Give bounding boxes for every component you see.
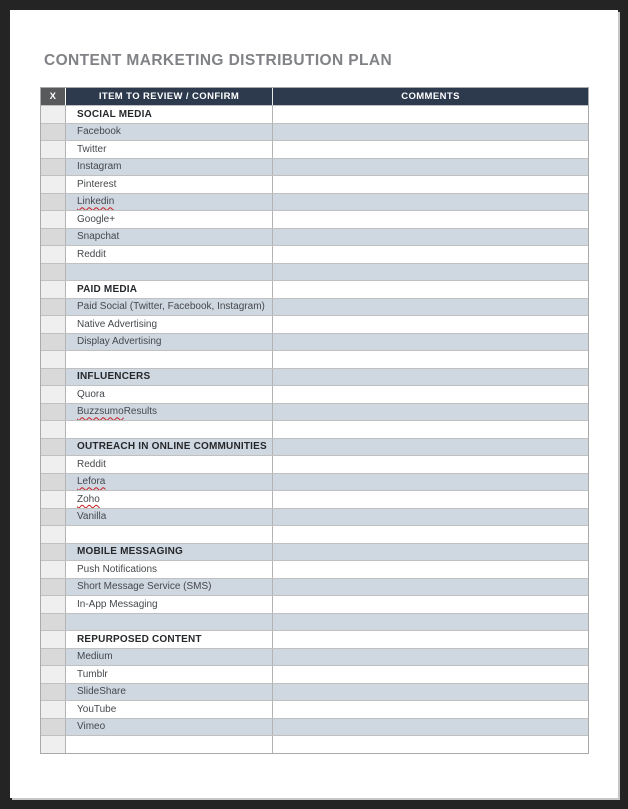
item-cell: Snapchat bbox=[66, 229, 273, 246]
table-row bbox=[41, 350, 588, 368]
checkbox-cell[interactable] bbox=[41, 246, 66, 263]
comment-cell[interactable] bbox=[273, 106, 588, 123]
item-cell: Vimeo bbox=[66, 719, 273, 736]
checkbox-cell[interactable] bbox=[41, 456, 66, 473]
item-cell: INFLUENCERS bbox=[66, 369, 273, 386]
comment-cell[interactable] bbox=[273, 351, 588, 368]
column-header-x: X bbox=[41, 88, 66, 105]
checkbox-cell[interactable] bbox=[41, 211, 66, 228]
table-row bbox=[41, 508, 588, 526]
comment-cell[interactable] bbox=[273, 666, 588, 683]
item-cell: Reddit bbox=[66, 246, 273, 263]
item-cell: Medium bbox=[66, 649, 273, 666]
checkbox-cell[interactable] bbox=[41, 736, 66, 753]
checkbox-cell[interactable] bbox=[41, 351, 66, 368]
table-row bbox=[41, 175, 588, 193]
comment-cell[interactable] bbox=[273, 281, 588, 298]
checkbox-cell[interactable] bbox=[41, 264, 66, 281]
item-cell bbox=[66, 264, 273, 281]
table-row bbox=[41, 280, 588, 298]
comment-cell[interactable] bbox=[273, 316, 588, 333]
comment-cell[interactable] bbox=[273, 491, 588, 508]
table-row bbox=[41, 613, 588, 631]
item-cell: Google+ bbox=[66, 211, 273, 228]
checkbox-cell[interactable] bbox=[41, 229, 66, 246]
table-row bbox=[41, 140, 588, 158]
checkbox-cell[interactable] bbox=[41, 404, 66, 421]
table-row bbox=[41, 245, 588, 263]
table-row bbox=[41, 403, 588, 421]
table-row bbox=[41, 368, 588, 386]
checkbox-cell[interactable] bbox=[41, 631, 66, 648]
comment-cell[interactable] bbox=[273, 421, 588, 438]
comment-cell[interactable] bbox=[273, 456, 588, 473]
item-cell bbox=[66, 351, 273, 368]
table-row bbox=[41, 210, 588, 228]
column-header-item: ITEM TO REVIEW / CONFIRM bbox=[66, 88, 273, 105]
comment-cell[interactable] bbox=[273, 579, 588, 596]
checkbox-cell[interactable] bbox=[41, 544, 66, 561]
item-cell: REPURPOSED CONTENT bbox=[66, 631, 273, 648]
table-row bbox=[41, 665, 588, 683]
item-cell: Pinterest bbox=[66, 176, 273, 193]
page-title: CONTENT MARKETING DISTRIBUTION PLAN bbox=[44, 52, 393, 69]
table-row bbox=[41, 193, 588, 211]
checkbox-cell[interactable] bbox=[41, 614, 66, 631]
comment-cell[interactable] bbox=[273, 561, 588, 578]
misspelled-word: Lefora bbox=[77, 476, 106, 488]
table-row bbox=[41, 490, 588, 508]
checkbox-cell[interactable] bbox=[41, 526, 66, 543]
table-row bbox=[41, 298, 588, 316]
item-cell: Display Advertising bbox=[66, 334, 273, 351]
checkbox-cell[interactable] bbox=[41, 579, 66, 596]
item-cell: Quora bbox=[66, 386, 273, 403]
table-row bbox=[41, 578, 588, 596]
comment-cell[interactable] bbox=[273, 229, 588, 246]
comment-cell[interactable] bbox=[273, 211, 588, 228]
comment-cell[interactable] bbox=[273, 194, 588, 211]
comment-cell[interactable] bbox=[273, 596, 588, 613]
comment-cell[interactable] bbox=[273, 701, 588, 718]
item-cell: Short Message Service (SMS) bbox=[66, 579, 273, 596]
comment-cell[interactable] bbox=[273, 684, 588, 701]
checkbox-cell[interactable] bbox=[41, 701, 66, 718]
checkbox-cell[interactable] bbox=[41, 316, 66, 333]
checkbox-cell[interactable] bbox=[41, 299, 66, 316]
checkbox-cell[interactable] bbox=[41, 491, 66, 508]
comment-cell[interactable] bbox=[273, 544, 588, 561]
comment-cell[interactable] bbox=[273, 386, 588, 403]
item-cell: SlideShare bbox=[66, 684, 273, 701]
checkbox-cell[interactable] bbox=[41, 649, 66, 666]
item-cell: OUTREACH IN ONLINE COMMUNITIES bbox=[66, 439, 273, 456]
checkbox-cell[interactable] bbox=[41, 141, 66, 158]
checkbox-cell[interactable] bbox=[41, 561, 66, 578]
comment-cell[interactable] bbox=[273, 404, 588, 421]
checkbox-cell[interactable] bbox=[41, 666, 66, 683]
table-row bbox=[41, 630, 588, 648]
table-row bbox=[41, 595, 588, 613]
item-cell: Vanilla bbox=[66, 509, 273, 526]
review-table bbox=[40, 87, 589, 754]
checkbox-cell[interactable] bbox=[41, 334, 66, 351]
column-header-comments: COMMENTS bbox=[273, 88, 588, 105]
document-page bbox=[10, 10, 618, 798]
table-row bbox=[41, 158, 588, 176]
misspelled-word: Buzzsumo bbox=[77, 406, 124, 418]
item-cell: SOCIAL MEDIA bbox=[66, 106, 273, 123]
checkbox-cell[interactable] bbox=[41, 509, 66, 526]
checkbox-cell[interactable] bbox=[41, 176, 66, 193]
table-row bbox=[41, 648, 588, 666]
comment-cell[interactable] bbox=[273, 176, 588, 193]
checkbox-cell[interactable] bbox=[41, 281, 66, 298]
table-row bbox=[41, 683, 588, 701]
checkbox-cell[interactable] bbox=[41, 369, 66, 386]
item-cell bbox=[66, 194, 273, 211]
comment-cell[interactable] bbox=[273, 649, 588, 666]
item-cell: Facebook bbox=[66, 124, 273, 141]
comment-cell[interactable] bbox=[273, 526, 588, 543]
item-cell: Tumblr bbox=[66, 666, 273, 683]
checkbox-cell[interactable] bbox=[41, 719, 66, 736]
table-row bbox=[41, 560, 588, 578]
comment-cell[interactable] bbox=[273, 159, 588, 176]
item-cell bbox=[66, 421, 273, 438]
checkbox-cell[interactable] bbox=[41, 386, 66, 403]
comment-cell[interactable] bbox=[273, 509, 588, 526]
comment-cell[interactable] bbox=[273, 439, 588, 456]
item-cell: PAID MEDIA bbox=[66, 281, 273, 298]
comment-cell[interactable] bbox=[273, 141, 588, 158]
table-row bbox=[41, 263, 588, 281]
item-cell: Instagram bbox=[66, 159, 273, 176]
checkbox-cell[interactable] bbox=[41, 474, 66, 491]
table-row bbox=[41, 105, 588, 123]
table-row bbox=[41, 333, 588, 351]
item-cell: MOBILE MESSAGING bbox=[66, 544, 273, 561]
comment-cell[interactable] bbox=[273, 246, 588, 263]
comment-cell[interactable] bbox=[273, 124, 588, 141]
misspelled-word: Zoho bbox=[77, 493, 100, 505]
misspelled-word: Linkedin bbox=[77, 196, 115, 208]
item-cell: Push Notifications bbox=[66, 561, 273, 578]
table-row bbox=[41, 438, 588, 456]
checkbox-cell[interactable] bbox=[41, 684, 66, 701]
checkbox-cell[interactable] bbox=[41, 596, 66, 613]
table-row bbox=[41, 473, 588, 491]
table-row bbox=[41, 455, 588, 473]
table-row bbox=[41, 735, 588, 753]
comment-cell[interactable] bbox=[273, 299, 588, 316]
checkbox-cell[interactable] bbox=[41, 159, 66, 176]
item-cell: In-App Messaging bbox=[66, 596, 273, 613]
table-row bbox=[41, 228, 588, 246]
checkbox-cell[interactable] bbox=[41, 421, 66, 438]
item-cell: Native Advertising bbox=[66, 316, 273, 333]
table-row bbox=[41, 718, 588, 736]
comment-cell[interactable] bbox=[273, 264, 588, 281]
table-row bbox=[41, 385, 588, 403]
item-cell: Paid Social (Twitter, Facebook, Instagram) bbox=[66, 299, 273, 316]
item-cell: Twitter bbox=[66, 141, 273, 158]
item-cell bbox=[66, 474, 273, 491]
table-header-row bbox=[41, 88, 588, 105]
checkbox-cell[interactable] bbox=[41, 124, 66, 141]
comment-cell[interactable] bbox=[273, 719, 588, 736]
table-body bbox=[41, 105, 588, 753]
item-cell bbox=[66, 526, 273, 543]
table-row bbox=[41, 525, 588, 543]
checkbox-cell[interactable] bbox=[41, 106, 66, 123]
table-row bbox=[41, 700, 588, 718]
comment-cell[interactable] bbox=[273, 334, 588, 351]
comment-cell[interactable] bbox=[273, 631, 588, 648]
checkbox-cell[interactable] bbox=[41, 194, 66, 211]
comment-cell[interactable] bbox=[273, 614, 588, 631]
checkbox-cell[interactable] bbox=[41, 439, 66, 456]
comment-cell[interactable] bbox=[273, 736, 588, 753]
item-cell bbox=[66, 736, 273, 753]
table-row bbox=[41, 123, 588, 141]
table-row bbox=[41, 543, 588, 561]
comment-cell[interactable] bbox=[273, 474, 588, 491]
table-row bbox=[41, 420, 588, 438]
table-row bbox=[41, 315, 588, 333]
item-cell bbox=[66, 614, 273, 631]
item-cell: Reddit bbox=[66, 456, 273, 473]
item-cell bbox=[66, 491, 273, 508]
item-cell: Buzzsumo Results bbox=[66, 404, 273, 421]
item-cell: YouTube bbox=[66, 701, 273, 718]
comment-cell[interactable] bbox=[273, 369, 588, 386]
